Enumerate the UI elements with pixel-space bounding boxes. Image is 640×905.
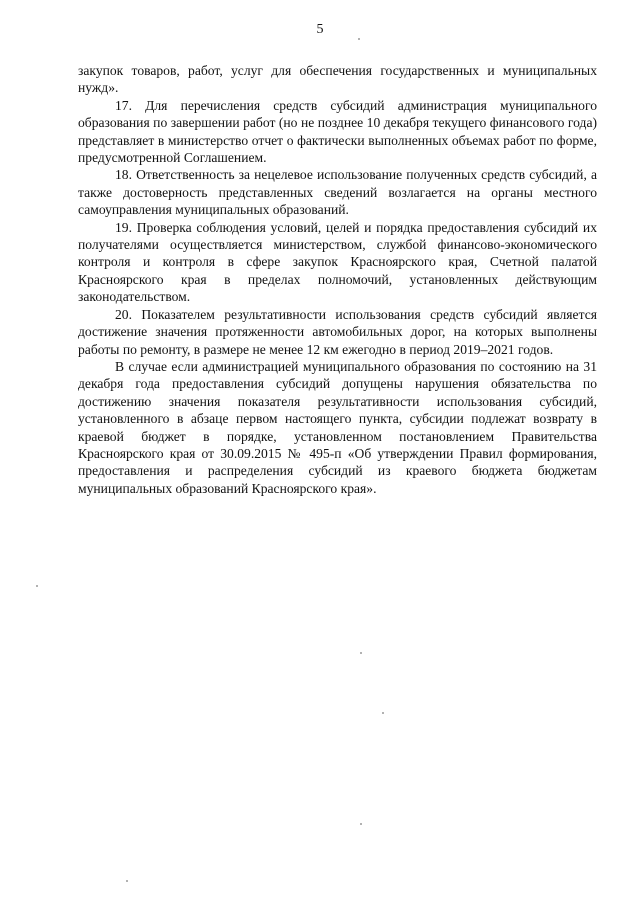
paragraph-17: 17. Для перечисления средств субсидий администрация муниципального образования по завершении работ (но не позднее 10 декабря текущего финансового года) представляет в министерство отчет о фактически выполненных объемах работ по форме, предусмотренной Соглашением. [78, 97, 597, 166]
paragraph-20-return-clause: В случае если администрацией муниципального образования по состоянию на 31 декабря года предоставления субсидий допущены нарушения обязательства по достижению значения показателя результативности использования субсидий, установленного в абзаце первом настоящего пункта, субсидии подлежат возврату в краевой бюджет в порядке, установленном постановлением Правительства Красноярского края от 30.09.2015 № 495-п «Об утверждении Правил формирования, предоставления и распределения субсидий из краевого бюджета бюджетам муниципальных образований Красноярского края». [78, 358, 597, 496]
scan-speck [358, 38, 360, 40]
page-number: 5 [316, 22, 324, 37]
paragraph-20: 20. Показателем результативности использования средств субсидий является достижение значения протяженности автомобильных дорог, на которых выполнены работы по ремонту, в размере не менее 12 км ежегодно в период 2019–2021 годов. [78, 306, 597, 357]
paragraph-continuation: закупок товаров, работ, услуг для обеспечения государственных и муниципальных нужд». [78, 63, 597, 96]
scan-speck [126, 880, 128, 882]
scan-speck [382, 712, 384, 714]
scan-speck [360, 652, 362, 654]
paragraph-18: 18. Ответственность за нецелевое использование полученных средств субсидий, а также достоверность представленных сведений возлагается на органы местного самоуправления муниципальных образований. [78, 167, 597, 218]
paragraph-19: 19. Проверка соблюдения условий, целей и порядка предоставления субсидий их получателями осуществляется министерством, службой финансово-экономического контроля и контроля в сфере закупок Красноярского края, Счетной палатой Красноярского края в пределах полномочий, установленных действующим законодательством. [78, 219, 597, 305]
document-body [78, 62, 597, 497]
scan-speck [360, 823, 362, 825]
scan-speck [36, 585, 38, 587]
